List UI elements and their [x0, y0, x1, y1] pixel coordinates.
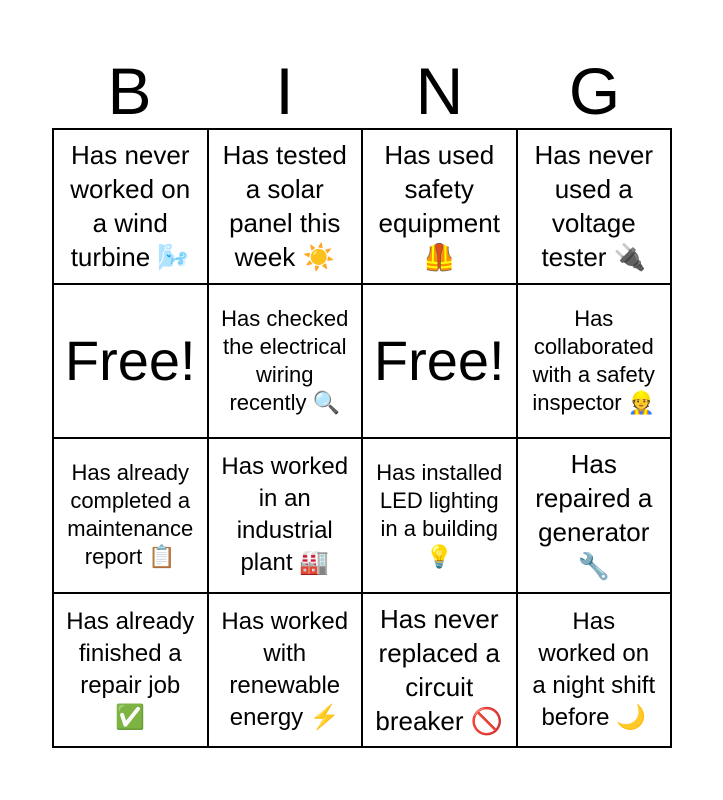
bingo-cell-text: Has worked in an industrial plant 🏭 [221, 453, 349, 577]
bingo-cell-text: Has never used a voltage tester 🔌 [534, 140, 653, 273]
bingo-cell-free[interactable] [362, 284, 517, 439]
bingo-cell-text: Has already completed a maintenance report 📋 [67, 460, 194, 570]
bingo-cell[interactable] [362, 438, 517, 593]
header-letter-g: G [568, 54, 621, 128]
bingo-cell-text: Has installed LED lighting in a building 💡 [376, 460, 503, 570]
bingo-cell-text: Has already finished a repair job ✅ [66, 607, 195, 731]
bingo-cell-text: Has repaired a generator 🔧 [535, 449, 653, 582]
bingo-cell-text: Has collaborated with a safety inspector 👷 [532, 305, 656, 415]
bingo-grid [52, 128, 672, 748]
bingo-cell-text: Has tested a solar panel this week ☀️ [222, 140, 347, 273]
bingo-cell[interactable] [208, 438, 363, 593]
bingo-cell[interactable] [208, 593, 363, 748]
bingo-cell[interactable] [517, 129, 672, 284]
bingo-cell[interactable] [53, 593, 208, 748]
bingo-cell-free[interactable] [53, 284, 208, 439]
bingo-cell[interactable] [208, 129, 363, 284]
bingo-cell[interactable] [362, 129, 517, 284]
bingo-cell[interactable] [53, 129, 208, 284]
bingo-cell-text: Has checked the electrical wiring recently 🔍 [221, 305, 349, 415]
bingo-cell[interactable] [517, 284, 672, 439]
bingo-cell-text: Has never replaced a circuit breaker 🚫 [375, 603, 504, 736]
bingo-cell-text: Has worked on a night shift before 🌙 [532, 607, 656, 731]
bingo-cell[interactable] [53, 438, 208, 593]
bingo-cell-text: Free! [373, 329, 505, 393]
bingo-cell-text: Has used safety equipment 🦺 [378, 140, 500, 273]
bingo-cell[interactable] [362, 593, 517, 748]
header-letter-i: I [275, 54, 294, 128]
bingo-cell[interactable] [517, 438, 672, 593]
bingo-cell-text: Free! [64, 329, 196, 393]
bingo-cell-text: Has never worked on a wind turbine 🌬️ [70, 140, 191, 273]
bingo-cell-text: Has worked with renewable energy ⚡ [221, 607, 349, 731]
bingo-header [52, 55, 672, 127]
bingo-cell[interactable] [208, 284, 363, 439]
header-letter-b: B [107, 54, 152, 128]
bingo-cell[interactable] [517, 593, 672, 748]
header-letter-n: N [415, 54, 464, 128]
